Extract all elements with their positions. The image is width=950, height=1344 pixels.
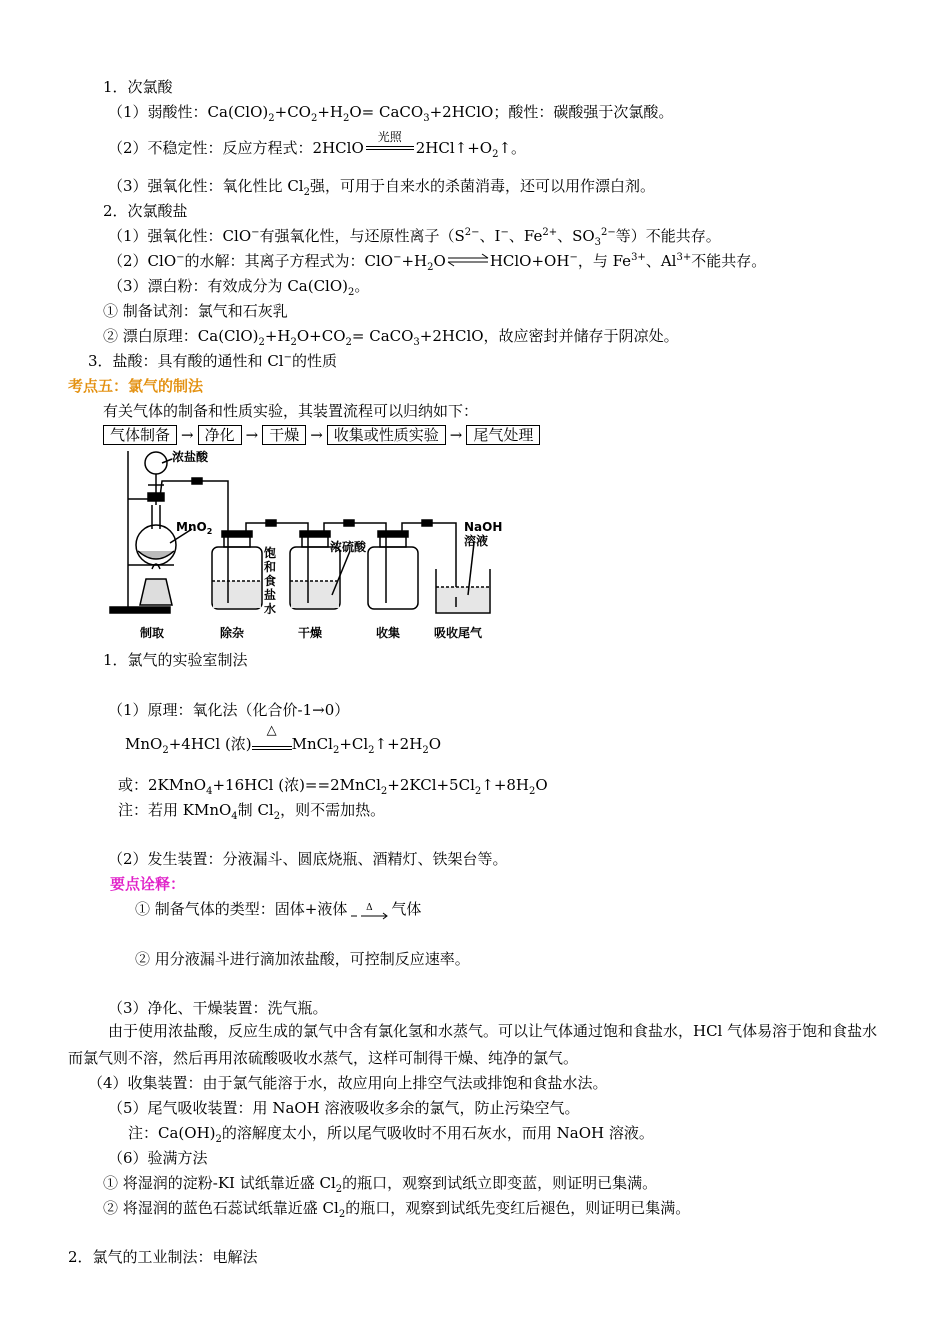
stage-label-purify: 除杂 — [220, 626, 245, 640]
paragraph-purification: 由于使用浓盐酸，反应生成的氯气中含有氯化氢和水蒸气。可以让气体通过饱和食盐水，HCl 气体易溶于饱和食盐水而氯气则不溶，然后再用浓硫酸吸收水蒸气，这样可制得干燥、纯净的氯气。 — [68, 1022, 878, 1067]
line-hypochlorite-oxidizing: （1）强氧化性：ClO−有强氧化性，与还原性离子（$S^{2-}$、I−、$Fe^{2+}$、$SO_3^{2-}$等）不能共存。 — [108, 227, 721, 248]
flow-step-collect: 收集或性质实验 — [327, 425, 446, 445]
line-hydrochloric-acid: 3．盐酸：具有酸的通性和 Cl−的性质 — [88, 352, 337, 370]
line-apparatus: （2）发生装置：分液漏斗、圆底烧瓶、酒精灯、铁架台等。 — [108, 850, 508, 868]
line-collection: （4）收集装置：由于氯气能溶于水，故应用向上排空气法或排饱和食盐水法。 — [88, 1074, 608, 1092]
label-mno2: MnO$_2$ — [176, 520, 213, 536]
line-purify-dry: （3）净化、干燥装置：洗气瓶。 — [108, 999, 328, 1017]
label-conc-h2so4: 浓硫酸 — [330, 540, 367, 554]
flow-arrow: → — [245, 426, 259, 444]
label-naoh-solution: 溶液 — [464, 534, 489, 548]
flow-arrow: → — [181, 426, 194, 444]
stage-label-tail-gas: 吸收尾气 — [434, 626, 483, 640]
point-funnel: ② 用分液漏斗进行滴加浓盐酸，可控制反应速率。 — [135, 950, 470, 968]
stage-label-dry: 干燥 — [298, 626, 323, 640]
equilibrium-sign: 光照 — [364, 137, 416, 157]
line-prep-reagent: ① 制备试剂：氯气和石灰乳 — [103, 302, 288, 320]
intro-text: 有关气体的制备和性质实验，其装置流程可以归纳如下： — [103, 402, 479, 420]
equation-kmno4: 或：2KMnO$_4$+16HCl (浓)$==2MnCl_2+2KCl+5Cl_2↑+8H_2O$ — [118, 776, 548, 797]
line-bleach-principle: ② 漂白原理：$Ca(ClO)_2+H_2O+CO_2=$ CaCO$_3$+2HClO，故应密封并储存于阴凉处。 — [103, 327, 679, 348]
label-brine-4: 盐 — [264, 588, 277, 602]
equation-mno2: MnO$_2$+4HCl (浓) △ $MnCl_2+Cl_2↑+2H_2O$ — [125, 723, 441, 756]
stage-label-collect: 收集 — [376, 626, 401, 640]
heading-hypochlorous-acid: 1．次氯酸 — [103, 78, 173, 96]
flow-step-purify: 净化 — [198, 425, 242, 445]
point-gas-type: ① 制备气体的类型：固体+液体 Δ 气体 — [135, 899, 421, 922]
flow-step-tail-gas: 尾气处理 — [466, 425, 540, 445]
line-instability: （2）不稳定性：反应方程式：2HClO 光照 $2HCl↑+O_2↑$。 — [108, 130, 527, 160]
note-caoh2: 注：$Ca(OH)_2$的溶解度太小，所以尾气吸收时不用石灰水，而用 NaOH 溶液。 — [128, 1124, 654, 1145]
line-principle: （1）原理：氧化法（化合价-1→0） — [108, 701, 350, 719]
label-brine-2: 和 — [264, 560, 277, 574]
label-conc-hcl: 浓盐酸 — [172, 450, 209, 464]
check-method-ki: ① 将湿润的淀粉-KI 试纸靠近盛 $Cl_2$的瓶口，观察到试纸立即变蓝，则证明已集满。 — [103, 1174, 658, 1195]
label-brine-3: 食 — [264, 574, 277, 588]
label-naoh: NaOH — [464, 520, 503, 534]
check-method-litmus: ② 将湿润的蓝色石蕊试纸靠近盛 $Cl_2$的瓶口，观察到试纸先变红后褪色，则证明已集满。 — [103, 1199, 691, 1220]
key-points-heading: 要点诠释： — [110, 875, 186, 893]
heading-industrial: 2．氯气的工业制法：电解法 — [68, 1248, 258, 1266]
flow-step-gas-prep: 气体制备 — [103, 425, 177, 445]
heat-sign: △ — [252, 733, 292, 753]
section-heading-kaodian: 考点五：氯气的制法 — [68, 377, 204, 395]
line-oxidizing: （3）强氧化性：氧化性比 $Cl_2$强，可用于自来水的杀菌消毒，还可以用作漂白剂。 — [108, 177, 655, 198]
line-full-check: （6）验满方法 — [108, 1149, 208, 1167]
flow-arrow: → — [310, 426, 323, 444]
flow-arrow: → — [449, 426, 463, 444]
note-kmno4: 注：若用 KMnO$_4$制 $Cl_2$，则不需加热。 — [118, 801, 386, 822]
line-weak-acid: （1）弱酸性：$Ca(ClO)_2+CO_2+H_2O=$ CaCO$_3$+2HClO；酸性：碳酸强于次氯酸。 — [108, 103, 674, 124]
heading-hypochlorite: 2．次氯酸盐 — [103, 202, 188, 220]
stage-label-prep: 制取 — [140, 626, 165, 640]
apparatus-figure — [100, 447, 510, 643]
line-bleaching-powder: （3）漂白粉：有效成分为 $Ca(ClO)_2$。 — [108, 277, 370, 298]
label-brine-5: 水 — [264, 602, 277, 616]
heading-lab-prep: 1．氯气的实验室制法 — [103, 651, 248, 669]
label-brine-1: 饱 — [264, 546, 277, 560]
line-hydrolysis: （2）ClO−的水解：其离子方程式为：$ClO^-+H_2O$ HClO+OH−，与 $Fe^{3+}$、$Al^{3+}$不能共存。 — [108, 252, 767, 273]
line-tail-gas: （5）尾气吸收装置：用 NaOH 溶液吸收多余的氯气，防止污染空气。 — [108, 1099, 580, 1117]
flow-step-dry: 干燥 — [262, 425, 306, 445]
heat-arrow-icon: Δ — [347, 902, 391, 922]
reversible-arrow-icon — [446, 253, 490, 267]
flow-diagram — [103, 425, 540, 445]
